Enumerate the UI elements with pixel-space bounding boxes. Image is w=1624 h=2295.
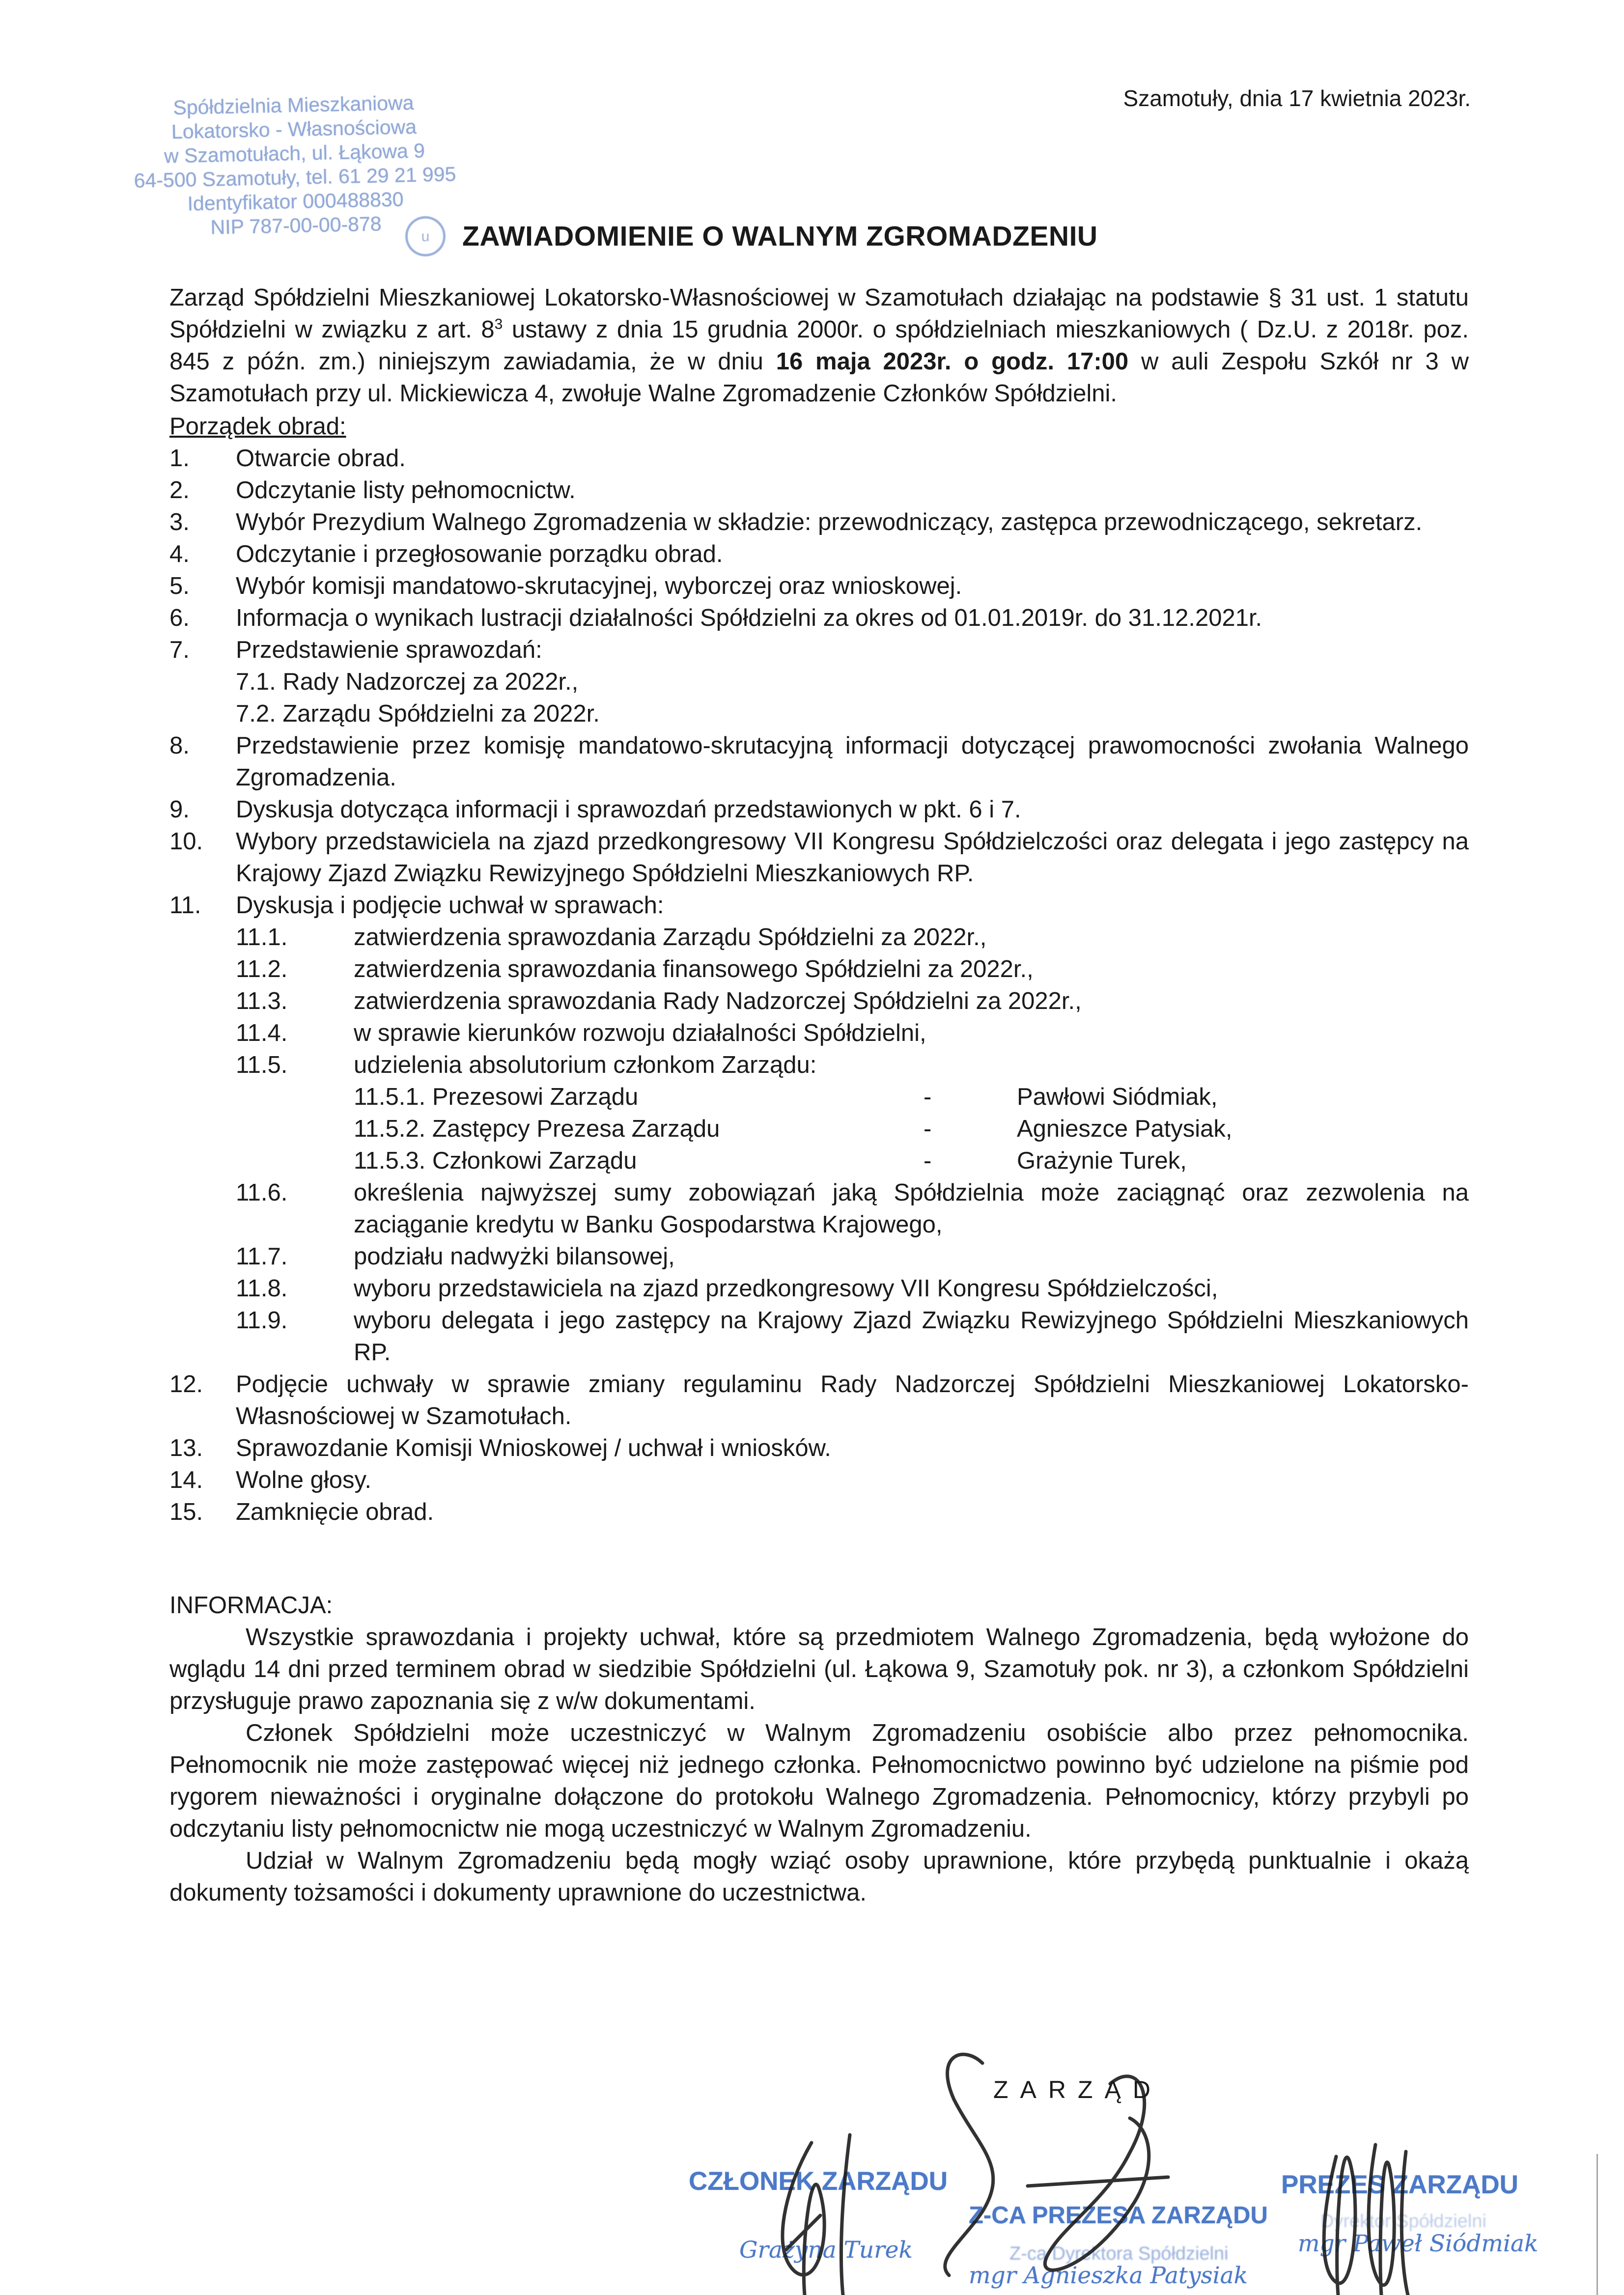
agenda-subitem-number: 11.5. [236, 1052, 288, 1078]
agenda-item-number: 5. [169, 573, 190, 599]
agenda-subitem [236, 1177, 1469, 1241]
agenda-item-text: Odczytanie listy pełnomocnictw. [236, 477, 576, 504]
agenda-subsubitem [354, 1081, 1469, 1113]
agenda-item [169, 570, 1469, 602]
informacja-paragraph: Wszystkie sprawozdania i projekty uchwał, które są przedmiotem Walnego Zgromadzenia, będą wyłożone do wglądu 14 dni przed terminem obrad w siedzibie Spółdzielni (ul. Łąkowa 9, Szamotuły pok. nr 3), a członkom Spółdzielni przysługuje prawo zapoznania się z w/w dokumentami. [169, 1624, 1469, 1714]
dash-separator: - [924, 1148, 932, 1174]
stamp-name-vice-president: mgr Agnieszka Patysiak [969, 2262, 1248, 2289]
agenda-item-number: 13. [169, 1435, 203, 1461]
signature-scribble-member [783, 2135, 850, 2295]
title-row [405, 216, 1469, 256]
intro-text: w auli Zespołu Szkół nr 3 w Szamotułach przy ul. Mickiewicza 4, zwołuje Walne Zgromadzenie Członków Spółdzielni. [169, 348, 1469, 407]
agenda-item-text: Wybór komisji mandatowo-skrutacyjnej, wyborczej oraz wnioskowej. [236, 573, 962, 599]
agenda-subitem-text: określenia najwyższej sumy zobowiązań jaką Spółdzielnia może zaciągnąć oraz zezwolenia na zaciąganie kredytu w Banku Gospodarstwa Krajowego, [354, 1179, 1469, 1238]
stamp-line: Identyfikator 000488830 [187, 188, 404, 215]
agenda-item-text: Otwarcie obrad. [236, 445, 406, 472]
agenda-item [169, 1464, 1469, 1496]
informacja-paragraph: Udział w Walnym Zgromadzeniu będą mogły wziąć osoby uprawnione, które przybędą punktualnie i okażą dokumenty tożsamości i dokumenty uprawnione do uczestnictwa. [169, 1847, 1469, 1906]
agenda-item [169, 730, 1469, 794]
dash-separator: - [924, 1116, 932, 1142]
agenda-subitem [236, 985, 1469, 1017]
agenda-item-number: 10. [169, 828, 203, 855]
agenda-subitem-number: 11.9. [236, 1307, 288, 1334]
agenda-heading: Porządek obrad: [169, 413, 346, 440]
agenda-subsubitem [354, 1145, 1469, 1177]
date-line: Szamotuły, dnia 17 kwietnia 2023r. [1123, 85, 1471, 111]
page-title: ZAWIADOMIENIE O WALNYM ZGROMADZENIU [462, 220, 1098, 252]
agenda-item-number: 12. [169, 1371, 203, 1398]
agenda-item-text: Przedstawienie przez komisję mandatowo-skrutacyjną informacji dotyczącej prawomocności zwołania Walnego Zgromadzenia. [236, 732, 1469, 791]
handwritten-signatures [639, 2039, 1624, 2295]
agenda-item-text: Zamknięcie obrad. [236, 1499, 434, 1525]
agenda-item-number: 4. [169, 541, 190, 567]
agenda-subitem [236, 1305, 1469, 1369]
stamp-name-president: mgr Paweł Siódmiak [1298, 2230, 1539, 2257]
agenda-subitem-text: wyboru przedstawiciela na zjazd przedkongresowy VII Kongresu Spółdzielczości, [354, 1275, 1218, 1302]
agenda-item-number: 2. [169, 477, 190, 504]
agenda-subitem [236, 953, 1469, 985]
informacja-heading: INFORMACJA: [169, 1592, 333, 1619]
agenda-item-number: 6. [169, 605, 190, 631]
board-member-name: Grażynie Turek, [1017, 1148, 1187, 1174]
agenda-subitem-text: zatwierdzenia sprawozdania finansowego Spółdzielni za 2022r., [354, 956, 1034, 982]
agenda-subitem-number: 11.7. [236, 1243, 288, 1270]
agenda-subsubitem [354, 1113, 1469, 1145]
document-body [169, 216, 1469, 1909]
stamp-line: Lokatorsko - Własnościowa [171, 115, 417, 143]
board-role: Członkowi Zarządu [432, 1148, 637, 1174]
agenda-item-number: 1. [169, 445, 190, 472]
agenda-item-text: Dyskusja i podjęcie uchwał w sprawach: [236, 892, 664, 919]
agenda-item [169, 506, 1469, 538]
absolutorium-entry-label [354, 1145, 924, 1177]
stamp-line: w Szamotułach, ul. Łąkowa 9 [164, 139, 425, 168]
agenda-item-text: Podjęcie uchwały w sprawie zmiany regulaminu Rady Nadzorczej Spółdzielni Mieszkaniowej Lokatorsko-Własnościowej w Szamotułach. [236, 1371, 1469, 1429]
agenda-subitem [236, 1017, 1469, 1049]
agenda-subitem [236, 1241, 1469, 1273]
agenda-item-text: Informacja o wynikach lustracji działalności Spółdzielni za okres od 01.01.2019r. do 31.12.2021r. [236, 605, 1262, 631]
agenda-subitem [236, 1273, 1469, 1305]
agenda-subitem-number: 11.8. [236, 1275, 288, 1302]
stamp-line: NIP 787-00-00-878 [210, 212, 382, 239]
agenda-subitem-number: 11.2. [236, 956, 288, 982]
signature-scribble-president [1324, 2145, 1408, 2295]
agenda-item-text: Odczytanie i przegłosowanie porządku obrad. [236, 541, 723, 567]
agenda-item [169, 1432, 1469, 1464]
agenda-item-text: Wybór Prezydium Walnego Zgromadzenia w składzie: przewodniczący, zastępca przewodniczącego, sekretarz. [236, 509, 1423, 535]
agenda-item-number: 15. [169, 1499, 203, 1525]
agenda-item [169, 1496, 1469, 1528]
agenda-item-number: 11. [169, 892, 201, 919]
board-heading: ZARZĄD [993, 2076, 1162, 2103]
agenda-item [169, 826, 1469, 890]
agenda-subitem-text: udzielenia absolutorium członkom Zarządu: [354, 1052, 817, 1078]
agenda-item [169, 1369, 1469, 1432]
agenda-item [169, 538, 1469, 570]
agenda-subitem-number: 11.4. [236, 1020, 288, 1046]
board-member-name: Agnieszce Patysiak, [1017, 1116, 1232, 1142]
agenda-subitem-text: wyboru delegata i jego zastępcy na Krajowy Zjazd Związku Rewizyjnego Spółdzielni Mieszkaniowych RP. [354, 1307, 1469, 1366]
stamp-subrole-vice-president: Z-ca Dyrektora Spółdzielni [1009, 2243, 1229, 2264]
agenda-item-number: 8. [169, 732, 190, 759]
agenda-list [169, 443, 1469, 1528]
agenda-subsubitem-number: 11.5.1. [354, 1084, 426, 1110]
agenda-subsubitem-number: 11.5.2. [354, 1116, 426, 1142]
intro-text: ustawy z dnia 15 grudnia 2000r. o spółdzielniach mieszkaniowych ( Dz.U. z 2018r. poz. 845 z późn. zm.) niniejszym zawiadamia, że w dniu [169, 316, 1469, 375]
board-role: Zastępcy Prezesa Zarządu [432, 1116, 720, 1142]
agenda-subitem-text: w sprawie kierunków rozwoju działalności Spółdzielni, [354, 1020, 926, 1046]
informacja-paragraph: Członek Spółdzielni może uczestniczyć w Walnym Zgromadzeniu osobiście albo przez pełnomocnika. Pełnomocnik nie może zastępować więcej niż jednego członka. Pełnomocnictwo powinno być udzielone na piśmie pod rygorem nieważności i oryginalne dołączone do protokołu Walnego Zgromadzenia. Pełnomocnicy, którzy przybyli po odczytaniu listy pełnomocnictw nie mogą uczestniczyć w Walnym Zgromadzeniu. [169, 1720, 1469, 1842]
intro-bold-datetime: 16 maja 2023r. o godz. 17:00 [776, 348, 1129, 375]
agenda-item [169, 634, 1469, 666]
agenda-item-text: Sprawozdanie Komisji Wnioskowej / uchwał i wniosków. [236, 1435, 831, 1461]
stamp-role-member: CZŁONEK ZARZĄDU [689, 2167, 948, 2196]
agenda-subitem-number: 11.3. [236, 988, 288, 1014]
agenda-item-text: Dyskusja dotycząca informacji i sprawozdań przedstawionych w pkt. 6 i 7. [236, 796, 1021, 823]
board-role: Prezesowi Zarządu [432, 1084, 639, 1110]
scan-artifact-line [1596, 2154, 1598, 2295]
agenda-subitem-number: 11.6. [236, 1179, 288, 1206]
stamp-role-president: PREZES ZARZĄDU [1281, 2170, 1518, 2199]
stamp-role-vice-president: Z-CA PREZESA ZARZĄDU [969, 2202, 1268, 2229]
stamp-line: Spółdzielnia Mieszkaniowa [172, 91, 414, 119]
agenda-subitem [236, 1049, 1469, 1081]
agenda-item-number: 3. [169, 509, 190, 535]
agenda-item-text: Wolne głosy. [236, 1467, 371, 1493]
agenda-item [169, 475, 1469, 506]
intro-text: Zarząd Spółdzielni Mieszkaniowej Lokatorsko-Własnościowej w Szamotułach działając na podstawie § 31 ust. 1 statutu Spółdzielni w związku z art. 8 [169, 284, 1469, 343]
agenda-subitem-text: zatwierdzenia sprawozdania Rady Nadzorczej Spółdzielni za 2022r., [354, 988, 1082, 1014]
agenda-subitem: 7.1. Rady Nadzorczej za 2022r., [236, 669, 579, 695]
dash-separator: - [924, 1084, 932, 1110]
agenda-subitem-text: podziału nadwyżki bilansowej, [354, 1243, 675, 1270]
agenda-subsubitem-number: 11.5.3. [354, 1148, 426, 1174]
agenda-subitem-number: 11.1. [236, 924, 288, 951]
superscript: 3 [494, 316, 503, 333]
agenda-subitem-text: zatwierdzenia sprawozdania Zarządu Spółdzielni za 2022r., [354, 924, 987, 951]
agenda-item-text: Wybory przedstawiciela na zjazd przedkongresowy VII Kongresu Spółdzielczości oraz delegata i jego zastępcy na Krajowy Zjazd Związku Rewizyjnego Spółdzielni Mieszkaniowych RP. [236, 828, 1469, 887]
agenda-item-number: 7. [169, 637, 190, 663]
agenda-item-number: 14. [169, 1467, 203, 1493]
round-stamp-icon: u [405, 216, 446, 256]
agenda-item [169, 794, 1469, 826]
stamp-subrole-president: Dyrektor Spółdzielni [1320, 2211, 1486, 2232]
board-member-name: Pawłowi Siódmiak, [1017, 1084, 1218, 1110]
stamp-line: 64-500 Szamotuły, tel. 61 29 21 995 [134, 163, 456, 192]
stamp-name-member: Grażyna Turek [739, 2237, 913, 2264]
agenda-item-text: Przedstawienie sprawozdań: [236, 637, 542, 663]
signature-scribble-vice-president [945, 2054, 1168, 2275]
absolutorium-entry-label [354, 1081, 924, 1113]
agenda-item-number: 9. [169, 796, 190, 823]
intro-paragraph [169, 282, 1469, 410]
agenda-item [169, 890, 1469, 922]
agenda-subitem: 7.2. Zarządu Spółdzielni za 2022r. [236, 700, 600, 727]
agenda-item [169, 602, 1469, 634]
absolutorium-entry-label [354, 1113, 924, 1145]
agenda-subitem [236, 922, 1469, 953]
agenda-item [169, 443, 1469, 475]
